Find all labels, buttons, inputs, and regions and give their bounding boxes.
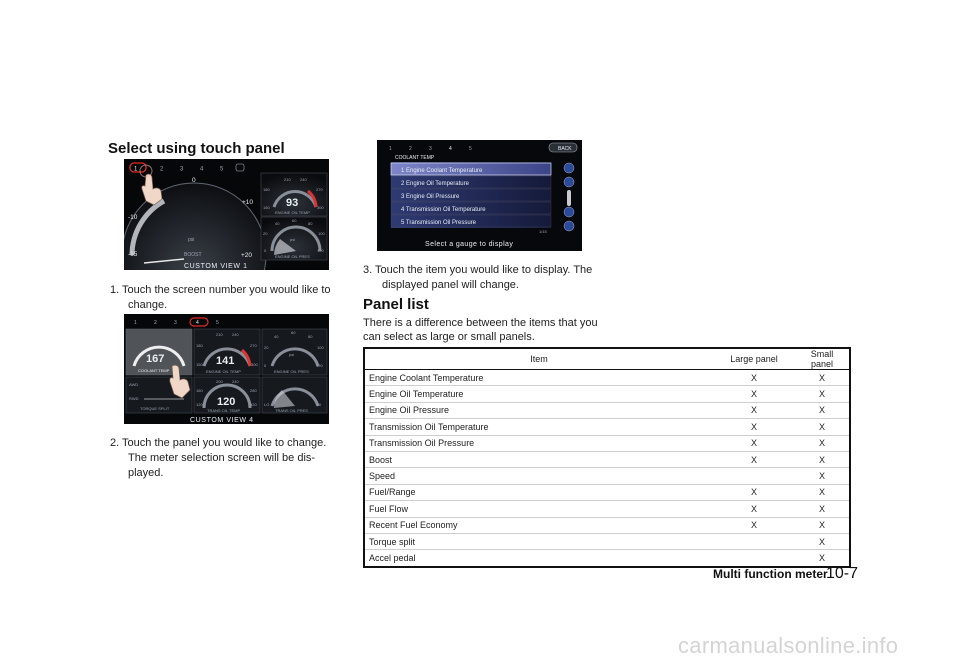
col-large-header: Large panel [713, 348, 795, 370]
screenshot-gauge-select [377, 140, 582, 251]
tab-1-label: 1 [134, 166, 138, 173]
engine-oil-temp-value: 93 [286, 197, 299, 209]
svg-text:40: 40 [274, 334, 279, 339]
svg-text:5: 5 [216, 320, 219, 326]
col-small-header: Small panel [795, 348, 850, 370]
svg-text:270: 270 [316, 187, 323, 192]
svg-text:2: 2 [409, 146, 412, 152]
svg-text:240: 240 [232, 332, 239, 337]
cell-small-panel: X [795, 435, 850, 451]
svg-text:300: 300 [317, 205, 324, 210]
cell-item: Engine Oil Temperature [364, 386, 713, 402]
tab-3-label: 3 [180, 166, 184, 173]
watermark: carmanualsonline.info [678, 633, 899, 658]
cell-item: Fuel/Range [364, 484, 713, 500]
svg-text:150: 150 [263, 205, 270, 210]
svg-text:HI: HI [317, 402, 321, 407]
screen1-footer: CUSTOM VIEW 1 [184, 263, 248, 270]
cell-small-panel: X [795, 419, 850, 435]
screen2-footer: CUSTOM VIEW 4 [190, 417, 254, 424]
page-number: 10-7 [826, 565, 859, 582]
svg-text:3: 3 [174, 320, 177, 326]
tab-2-label: 2 [160, 166, 164, 173]
svg-text:2 Engine Oil Temperature: 2 Engine Oil Temperature [401, 181, 469, 187]
cell-small-panel: X [795, 451, 850, 467]
table-row [364, 533, 850, 549]
svg-text:3 Engine Oil Pressure: 3 Engine Oil Pressure [401, 194, 460, 200]
svg-text:120: 120 [196, 402, 203, 407]
svg-text:80: 80 [308, 334, 313, 339]
svg-text:270: 270 [250, 343, 257, 348]
panel-intro-line-1: There is a difference between the items that you [363, 317, 598, 329]
svg-text:3: 3 [429, 146, 432, 152]
cell-item: Speed [364, 468, 713, 484]
screenshot-custom-view-1 [124, 159, 329, 270]
svg-text:200: 200 [216, 379, 223, 384]
back-button[interactable] [549, 143, 577, 152]
dial-bottom-right-label: +20 [241, 252, 253, 259]
panel-intro-line-2: can select as large or small panels. [363, 331, 535, 343]
cell-item: Accel pedal [369, 552, 416, 563]
svg-text:20: 20 [264, 345, 269, 350]
dial-unit: psi [188, 237, 195, 243]
svg-text:180: 180 [263, 187, 270, 192]
svg-text:150: 150 [196, 362, 203, 367]
svg-text:300: 300 [251, 362, 258, 367]
engine-oil-pres-label: ENGINE OIL PRES [275, 254, 310, 259]
engine-oil-pres-panel[interactable] [262, 329, 327, 375]
table-row [364, 517, 850, 533]
scroll-down-button [564, 207, 574, 217]
scroll-up-button [564, 177, 574, 187]
cell-item: Torque split [364, 533, 713, 549]
step-2-line-1: 2. Touch the panel you would like to change. [110, 437, 327, 449]
svg-text:1: 1 [134, 320, 137, 326]
cell-large-panel: X [713, 435, 795, 451]
screen3-footer: Select a gauge to display [425, 241, 514, 248]
cell-large-panel: X [713, 402, 795, 418]
dial-left-label: -10 [128, 214, 138, 221]
svg-text:1: 1 [389, 146, 392, 152]
tab-5-label: 5 [220, 166, 224, 173]
cell-item: Recent Fuel Economy [364, 517, 713, 533]
panel-list-table [363, 347, 851, 568]
step-1-line-1: 1. Touch the screen number you would like to [110, 284, 331, 296]
step-2-line-2: The meter selection screen will be dis- [128, 452, 316, 464]
svg-text:4 Transmission Oil Temperatur: 4 Transmission Oil Temperature [401, 207, 486, 213]
tab-4-label: 4 [200, 166, 204, 173]
screenshot-custom-view-4 [124, 314, 329, 424]
cell-item: Boost [364, 451, 713, 467]
svg-text:RWD: RWD [129, 396, 139, 401]
torque-split-label: TORQUE SPLIT [140, 406, 170, 411]
step-1-line-2: change. [128, 299, 168, 311]
col-item-header: Item [364, 348, 713, 370]
footer-section-label: Multi function meter [713, 567, 828, 581]
cell-large-panel [713, 550, 795, 567]
svg-text:psi: psi [290, 237, 296, 242]
table-row [364, 550, 850, 567]
cell-small-panel: X [795, 468, 850, 484]
step-2-line-3: played. [128, 467, 164, 479]
svg-text:80: 80 [308, 221, 313, 226]
svg-text:2: 2 [154, 320, 157, 326]
trans-oil-temp-value: 120 [217, 396, 236, 408]
cell-small-panel: X [795, 501, 850, 517]
table-row [364, 402, 850, 418]
page-indicator: 1/15 [539, 229, 547, 234]
cell-small-panel: X [795, 484, 850, 500]
cell-small-panel: X [795, 517, 850, 533]
cell-large-panel: X [713, 484, 795, 500]
table-row [364, 386, 850, 402]
cell-large-panel: X [713, 451, 795, 467]
trans-oil-temp-panel[interactable] [194, 377, 260, 413]
svg-text:240: 240 [232, 379, 239, 384]
svg-text:210: 210 [284, 177, 291, 182]
engine-oil-temp-label: ENGINE OIL TEMP [275, 210, 310, 215]
svg-text:1 Engine Coolant Temperature: 1 Engine Coolant Temperature [401, 168, 483, 174]
svg-text:ENGINE OIL TEMP: ENGINE OIL TEMP [206, 369, 241, 374]
cell-small-panel: X [795, 402, 850, 418]
cell-item: Engine Oil Pressure [364, 402, 713, 418]
svg-text:ENGINE OIL PRES: ENGINE OIL PRES [274, 369, 309, 374]
engine-oil-temp-panel[interactable] [194, 329, 260, 375]
step-3-line-2: displayed panel will change. [382, 279, 519, 291]
table-row [364, 451, 850, 467]
scroll-bottom-button [564, 221, 574, 231]
svg-text:0: 0 [264, 363, 267, 368]
svg-text:40: 40 [275, 221, 280, 226]
svg-text:0: 0 [264, 248, 267, 253]
svg-text:100: 100 [318, 231, 325, 236]
coolant-temp-panel[interactable] [126, 329, 192, 375]
svg-text:60: 60 [291, 330, 296, 335]
table-row [364, 419, 850, 435]
table-row [364, 501, 850, 517]
gauge-list-item-1[interactable] [391, 163, 551, 175]
svg-text:20: 20 [263, 231, 268, 236]
trans-oil-pres-panel[interactable] [262, 377, 327, 413]
section-title: Select using touch panel [108, 140, 285, 157]
svg-text:TRANS OIL PRES: TRANS OIL PRES [275, 408, 308, 413]
dial-name: BOOST [184, 252, 202, 258]
cell-small-panel: X [795, 533, 850, 549]
cell-large-panel: X [713, 517, 795, 533]
panel-list-title: Panel list [363, 296, 429, 313]
table-row [364, 468, 850, 484]
table-row [364, 435, 850, 451]
svg-text:320: 320 [250, 402, 257, 407]
list-header: COOLANT TEMP [395, 155, 435, 161]
svg-text:4: 4 [196, 320, 199, 326]
cell-large-panel: X [713, 501, 795, 517]
cell-item: Transmission Oil Temperature [364, 419, 713, 435]
svg-text:210: 210 [216, 332, 223, 337]
svg-text:psi: psi [289, 352, 295, 357]
svg-text:280: 280 [250, 388, 257, 393]
scroll-top-button [564, 163, 574, 173]
svg-text:180: 180 [196, 343, 203, 348]
table-row [364, 370, 850, 386]
cell-small-panel: X [795, 386, 850, 402]
table-header-row [364, 348, 850, 370]
scrollbar-thumb [567, 190, 571, 206]
svg-text:4: 4 [449, 146, 452, 152]
svg-text:TRANS OIL TEMP: TRANS OIL TEMP [207, 408, 241, 413]
coolant-temp-value: 167 [146, 353, 165, 365]
cell-large-panel [713, 468, 795, 484]
svg-text:AWD: AWD [129, 382, 139, 387]
svg-text:100: 100 [317, 345, 324, 350]
svg-text:240: 240 [300, 177, 307, 182]
coolant-temp-label: COOLANT TEMP [138, 368, 170, 373]
table-row [364, 484, 850, 500]
cell-small-panel: X [818, 552, 825, 563]
engine-oil-temp-gauge[interactable] [261, 173, 327, 216]
cell-large-panel [713, 533, 795, 549]
cell-large-panel: X [713, 419, 795, 435]
table-body [364, 370, 850, 567]
cell-item: Engine Coolant Temperature [364, 370, 713, 386]
svg-text:60: 60 [292, 218, 297, 223]
dial-top-label: 0 [192, 177, 196, 184]
dial-bottom-left-label: -15 [128, 251, 138, 258]
engine-oil-pres-gauge[interactable] [261, 217, 327, 260]
cell-item: Transmission Oil Pressure [364, 435, 713, 451]
engine-oil-temp-value: 141 [216, 355, 235, 367]
svg-text:120: 120 [316, 363, 323, 368]
dial-right-label: +10 [242, 199, 254, 206]
back-button-label: BACK [558, 146, 572, 152]
svg-text:160: 160 [196, 388, 203, 393]
cell-item: Fuel Flow [364, 501, 713, 517]
cell-small-panel: X [795, 370, 850, 386]
svg-text:120: 120 [317, 248, 324, 253]
svg-text:5 Transmission Oil Pressure: 5 Transmission Oil Pressure [401, 220, 477, 226]
cell-large-panel: X [713, 370, 795, 386]
step-3-line-1: 3. Touch the item you would like to display. The [363, 264, 593, 276]
svg-text:5: 5 [469, 146, 472, 152]
svg-text:LO: LO [264, 402, 270, 407]
cell-large-panel: X [713, 386, 795, 402]
